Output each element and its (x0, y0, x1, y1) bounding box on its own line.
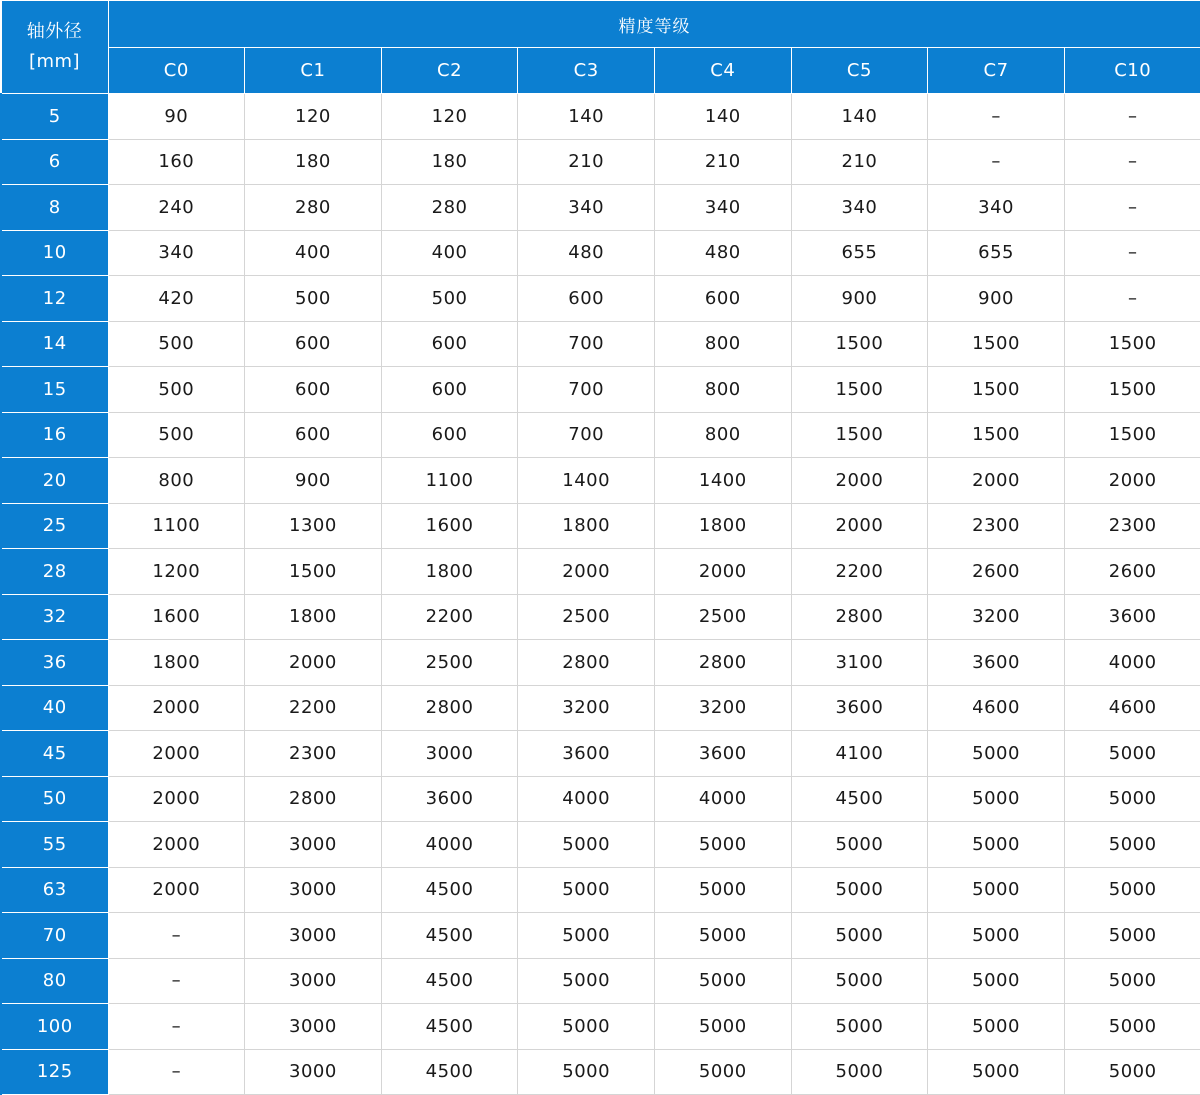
value-cell: 5000 (655, 867, 792, 913)
value-cell: 900 (245, 458, 382, 504)
value-cell: – (108, 1049, 245, 1095)
value-cell: 340 (518, 185, 655, 231)
value-cell: 140 (655, 94, 792, 140)
table-row (1, 958, 1200, 1004)
value-cell: 5000 (791, 913, 928, 959)
value-cell: 5000 (655, 1049, 792, 1095)
value-cell: 2200 (791, 549, 928, 595)
value-cell: 4000 (655, 776, 792, 822)
grade-column-header: C7 (928, 48, 1065, 94)
value-cell: 5000 (791, 1049, 928, 1095)
value-cell: 600 (655, 276, 792, 322)
value-cell: 3200 (518, 685, 655, 731)
value-cell: 800 (655, 367, 792, 413)
diameter-cell: 32 (1, 594, 108, 640)
diameter-cell: 6 (1, 139, 108, 185)
value-cell: 2600 (928, 549, 1065, 595)
value-cell: 280 (245, 185, 382, 231)
value-cell: 4500 (381, 913, 518, 959)
grade-column-header: C10 (1064, 48, 1200, 94)
table-row (1, 321, 1200, 367)
table-row (1, 640, 1200, 686)
value-cell: 500 (108, 321, 245, 367)
table-body (1, 94, 1200, 1095)
value-cell: 655 (791, 230, 928, 276)
value-cell: – (1064, 276, 1200, 322)
value-cell: 4500 (381, 867, 518, 913)
value-cell: 700 (518, 321, 655, 367)
value-cell: 4500 (381, 1004, 518, 1050)
value-cell: 5000 (928, 913, 1065, 959)
value-cell: 120 (245, 94, 382, 140)
table-row (1, 822, 1200, 868)
value-cell: 3000 (245, 1049, 382, 1095)
value-cell: 5000 (928, 776, 1065, 822)
value-cell: 1500 (245, 549, 382, 595)
value-cell: 2500 (381, 640, 518, 686)
value-cell: 180 (245, 139, 382, 185)
value-cell: 5000 (1064, 1049, 1200, 1095)
value-cell: 2000 (245, 640, 382, 686)
value-cell: 2200 (245, 685, 382, 731)
value-cell: 3000 (245, 867, 382, 913)
value-cell: 280 (381, 185, 518, 231)
table-row (1, 276, 1200, 322)
value-cell: 5000 (1064, 776, 1200, 822)
value-cell: 3600 (518, 731, 655, 777)
value-cell: 340 (928, 185, 1065, 231)
value-cell: 5000 (928, 1049, 1065, 1095)
value-cell: 4600 (1064, 685, 1200, 731)
value-cell: 1500 (791, 412, 928, 458)
value-cell: 2000 (655, 549, 792, 595)
table-row (1, 776, 1200, 822)
value-cell: 500 (108, 412, 245, 458)
value-cell: 2300 (928, 503, 1065, 549)
value-cell: 210 (791, 139, 928, 185)
value-cell: 3200 (928, 594, 1065, 640)
diameter-header-unit: [mm] (28, 51, 81, 72)
value-cell: 500 (245, 276, 382, 322)
value-cell: 3600 (381, 776, 518, 822)
value-cell: 5000 (928, 1004, 1065, 1050)
table-row (1, 367, 1200, 413)
value-cell: 5000 (518, 822, 655, 868)
table-row (1, 685, 1200, 731)
value-cell: 1100 (108, 503, 245, 549)
value-cell: 1500 (791, 321, 928, 367)
diameter-header-label: 轴外径 (26, 21, 83, 42)
value-cell: 2000 (1064, 458, 1200, 504)
value-cell: 700 (518, 367, 655, 413)
value-cell: 2800 (245, 776, 382, 822)
value-cell: 160 (108, 139, 245, 185)
value-cell: 2500 (655, 594, 792, 640)
value-cell: 2600 (1064, 549, 1200, 595)
value-cell: – (108, 958, 245, 1004)
value-cell: 400 (381, 230, 518, 276)
value-cell: 5000 (655, 958, 792, 1004)
value-cell: 4000 (518, 776, 655, 822)
value-cell: – (928, 139, 1065, 185)
value-cell: 1200 (108, 549, 245, 595)
value-cell: – (108, 913, 245, 959)
value-cell: 2800 (655, 640, 792, 686)
value-cell: 1500 (1064, 412, 1200, 458)
value-cell: 5000 (791, 822, 928, 868)
value-cell: 1300 (245, 503, 382, 549)
value-cell: 400 (245, 230, 382, 276)
value-cell: 340 (655, 185, 792, 231)
value-cell: 5000 (518, 1004, 655, 1050)
value-cell: 1500 (928, 367, 1065, 413)
value-cell: 3600 (1064, 594, 1200, 640)
value-cell: 180 (381, 139, 518, 185)
value-cell: 600 (245, 321, 382, 367)
value-cell: 2200 (381, 594, 518, 640)
value-cell: – (108, 1004, 245, 1050)
table-row (1, 412, 1200, 458)
value-cell: 420 (108, 276, 245, 322)
value-cell: 4500 (381, 1049, 518, 1095)
table-row (1, 503, 1200, 549)
value-cell: 3600 (791, 685, 928, 731)
value-cell: 5000 (655, 1004, 792, 1050)
value-cell: 5000 (791, 1004, 928, 1050)
value-cell: 1500 (928, 412, 1065, 458)
value-cell: 1800 (655, 503, 792, 549)
diameter-cell: 8 (1, 185, 108, 231)
grade-column-header: C1 (245, 48, 382, 94)
value-cell: 4600 (928, 685, 1065, 731)
value-cell: 3000 (381, 731, 518, 777)
value-cell: 340 (791, 185, 928, 231)
value-cell: 5000 (518, 867, 655, 913)
value-cell: 500 (381, 276, 518, 322)
value-cell: 5000 (928, 867, 1065, 913)
value-cell: 340 (108, 230, 245, 276)
grade-column-header: C4 (655, 48, 792, 94)
diameter-cell: 63 (1, 867, 108, 913)
diameter-cell: 40 (1, 685, 108, 731)
value-cell: 3100 (791, 640, 928, 686)
grade-column-header: C2 (381, 48, 518, 94)
value-cell: 1500 (791, 367, 928, 413)
value-cell: 5000 (518, 1049, 655, 1095)
value-cell: 5000 (791, 958, 928, 1004)
value-cell: – (1064, 230, 1200, 276)
value-cell: 600 (518, 276, 655, 322)
value-cell: 800 (108, 458, 245, 504)
table-row (1, 867, 1200, 913)
value-cell: 5000 (1064, 1004, 1200, 1050)
value-cell: 4100 (791, 731, 928, 777)
grade-columns-row (1, 48, 1200, 94)
value-cell: 210 (655, 139, 792, 185)
value-cell: 800 (655, 412, 792, 458)
value-cell: 120 (381, 94, 518, 140)
value-cell: 3000 (245, 1004, 382, 1050)
value-cell: 240 (108, 185, 245, 231)
diameter-cell: 125 (1, 1049, 108, 1095)
diameter-cell: 15 (1, 367, 108, 413)
value-cell: 90 (108, 94, 245, 140)
value-cell: 2000 (108, 867, 245, 913)
value-cell: 1500 (1064, 321, 1200, 367)
table-row (1, 94, 1200, 140)
diameter-cell: 20 (1, 458, 108, 504)
table-row (1, 594, 1200, 640)
value-cell: 2300 (1064, 503, 1200, 549)
value-cell: – (1064, 185, 1200, 231)
table-row (1, 913, 1200, 959)
diameter-cell: 70 (1, 913, 108, 959)
precision-grade-header: 精度等级 (108, 1, 1200, 48)
value-cell: 4500 (791, 776, 928, 822)
value-cell: 1800 (381, 549, 518, 595)
value-cell: 2500 (518, 594, 655, 640)
table-row (1, 139, 1200, 185)
diameter-cell: 16 (1, 412, 108, 458)
value-cell: 140 (791, 94, 928, 140)
value-cell: 4000 (381, 822, 518, 868)
value-cell: 2000 (108, 731, 245, 777)
value-cell: 2000 (791, 458, 928, 504)
diameter-cell: 80 (1, 958, 108, 1004)
grade-column-header: C5 (791, 48, 928, 94)
value-cell: 5000 (518, 958, 655, 1004)
value-cell: 5000 (655, 913, 792, 959)
value-cell: 700 (518, 412, 655, 458)
value-cell: 1100 (381, 458, 518, 504)
value-cell: 1800 (108, 640, 245, 686)
diameter-cell: 14 (1, 321, 108, 367)
diameter-cell: 12 (1, 276, 108, 322)
value-cell: – (1064, 139, 1200, 185)
value-cell: 2000 (108, 822, 245, 868)
value-cell: 2300 (245, 731, 382, 777)
value-cell: 480 (655, 230, 792, 276)
value-cell: 2800 (791, 594, 928, 640)
value-cell: 600 (381, 321, 518, 367)
diameter-cell: 50 (1, 776, 108, 822)
value-cell: 210 (518, 139, 655, 185)
table-row (1, 458, 1200, 504)
value-cell: 655 (928, 230, 1065, 276)
value-cell: 1400 (518, 458, 655, 504)
value-cell: 3600 (655, 731, 792, 777)
value-cell: 2000 (518, 549, 655, 595)
value-cell: 5000 (1064, 913, 1200, 959)
value-cell: 5000 (1064, 822, 1200, 868)
value-cell: 1800 (518, 503, 655, 549)
diameter-cell: 55 (1, 822, 108, 868)
value-cell: 5000 (928, 731, 1065, 777)
value-cell: 600 (381, 412, 518, 458)
value-cell: 600 (381, 367, 518, 413)
table-row (1, 1004, 1200, 1050)
value-cell: 5000 (518, 913, 655, 959)
diameter-cell: 36 (1, 640, 108, 686)
grade-column-header: C3 (518, 48, 655, 94)
value-cell: 4500 (381, 958, 518, 1004)
value-cell: 5000 (791, 867, 928, 913)
value-cell: 1500 (1064, 367, 1200, 413)
table-row (1, 185, 1200, 231)
value-cell: 600 (245, 367, 382, 413)
value-cell: – (928, 94, 1065, 140)
value-cell: 480 (518, 230, 655, 276)
table-row (1, 1049, 1200, 1095)
value-cell: 5000 (928, 822, 1065, 868)
table-row (1, 731, 1200, 777)
value-cell: 3000 (245, 913, 382, 959)
value-cell: 3000 (245, 958, 382, 1004)
value-cell: 5000 (655, 822, 792, 868)
value-cell: 1600 (381, 503, 518, 549)
value-cell: 2000 (791, 503, 928, 549)
value-cell: 5000 (1064, 731, 1200, 777)
value-cell: – (1064, 94, 1200, 140)
diameter-cell: 5 (1, 94, 108, 140)
value-cell: 1400 (655, 458, 792, 504)
value-cell: 2000 (108, 685, 245, 731)
value-cell: 500 (108, 367, 245, 413)
value-cell: 3600 (928, 640, 1065, 686)
table-row (1, 549, 1200, 595)
value-cell: 2800 (381, 685, 518, 731)
value-cell: 900 (928, 276, 1065, 322)
value-cell: 3000 (245, 822, 382, 868)
value-cell: 5000 (928, 958, 1065, 1004)
table-row (1, 230, 1200, 276)
value-cell: 140 (518, 94, 655, 140)
value-cell: 5000 (1064, 958, 1200, 1004)
value-cell: 900 (791, 276, 928, 322)
value-cell: 600 (245, 412, 382, 458)
value-cell: 5000 (1064, 867, 1200, 913)
value-cell: 800 (655, 321, 792, 367)
diameter-cell: 28 (1, 549, 108, 595)
diameter-cell: 25 (1, 503, 108, 549)
value-cell: 2800 (518, 640, 655, 686)
value-cell: 1600 (108, 594, 245, 640)
table-header (1, 1, 1200, 94)
diameter-cell: 45 (1, 731, 108, 777)
diameter-cell: 100 (1, 1004, 108, 1050)
grade-column-header: C0 (108, 48, 245, 94)
diameter-cell: 10 (1, 230, 108, 276)
value-cell: 2000 (928, 458, 1065, 504)
value-cell: 1800 (245, 594, 382, 640)
value-cell: 3200 (655, 685, 792, 731)
value-cell: 2000 (108, 776, 245, 822)
value-cell: 1500 (928, 321, 1065, 367)
value-cell: 4000 (1064, 640, 1200, 686)
diameter-header (1, 1, 108, 94)
